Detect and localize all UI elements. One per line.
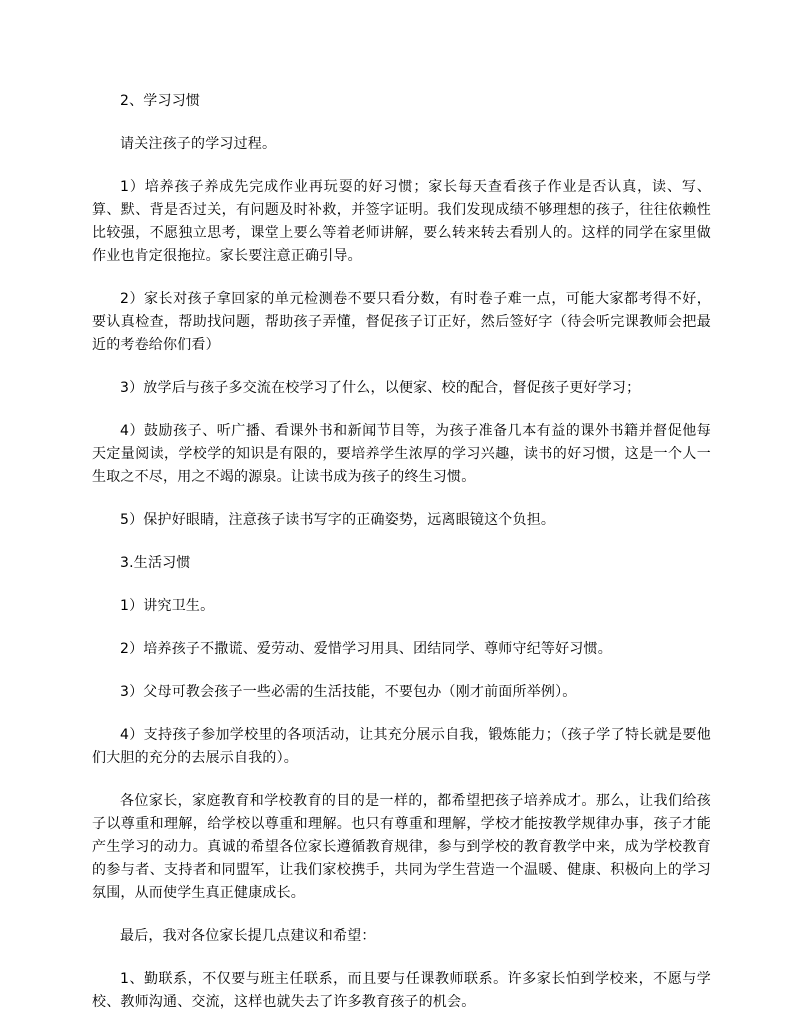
paragraph-summary: 各位家长，家庭教育和学校教育的目的是一样的，都希望把孩子培养成才。那么，让我们给孩子以尊重和理解，给学校以尊重和理解。也只有尊重和理解，学校才能按教学规律办事，孩子才能产生学习的动力。真诚的希望各位家长遵循教育规律，参与到学校的教育教学中来，成为学校教育的参与者、支持者和同盟军，让我们家校携手，共同为学生营造一个温暖、健康、积极向上的学习氛围，从而使学生真正健康成长。 xyxy=(92,793,711,901)
paragraph-intro: 请关注孩子的学习过程。 xyxy=(120,136,277,152)
paragraph-life-item-3: 3）父母可教会孩子一些必需的生活技能，不要包办（刚才前面所举例）。 xyxy=(120,684,577,700)
paragraph-item-5: 5）保护好眼睛，注意孩子读书写字的正确姿势，远离眼镜这个负担。 xyxy=(120,512,556,528)
paragraph-item-2: 2）家长对孩子拿回家的单元检测卷不要只看分数，有时卷子难一点，可能大家都考得不好，要认真检查，帮助找问题，帮助孩子弄懂，督促孩子订正好，然后签好字（待会听完课教师会把最近的考卷给你们看） xyxy=(92,291,711,353)
paragraph-life-item-4: 4）支持孩子参加学校里的各项活动，让其充分展示自我，锻炼能力；（孩子学了特长就是要他们大胆的充分的去展示自我的）。 xyxy=(92,727,711,766)
paragraph-item-4: 4）鼓励孩子、听广播、看课外书和新闻节目等，为孩子准备几本有益的课外书籍并督促他每天定量阅读，学校学的知识是有限的，要培养学生浓厚的学习兴趣，读书的好习惯，这是一个人一生取之不尽，用之不竭的源泉。让读书成为孩子的终生习惯。 xyxy=(92,423,711,485)
paragraph-item-1: 1）培养孩子养成先完成作业再玩耍的好习惯；家长每天查看孩子作业是否认真，读、写、算、默、背是否过关，有问题及时补救，并签字证明。我们发现成绩不够理想的孩子，往往依赖性比较强，不愿独立思考，课堂上要么等着老师讲解，要么转来转去看别人的。这样的同学在家里做作业也肯定很拖拉。家长要注意正确引导。 xyxy=(92,179,711,264)
paragraph-suggestions-intro: 最后，我对各位家长提几点建议和希望： xyxy=(120,928,376,944)
paragraph-suggestion-1: 1、勤联系，不仅要与班主任联系，而且要与任课教师联系。许多家长怕到学校来，不愿与学校、教师沟通、交流，这样也就失去了许多教育孩子的机会。 xyxy=(92,971,711,1010)
paragraph-life-item-1: 1）讲究卫生。 xyxy=(120,598,215,614)
section-heading-life-habits: 3.生活习惯 xyxy=(120,555,191,571)
paragraph-life-item-2: 2）培养孩子不撒谎、爱劳动、爱惜学习用具、团结同学、尊师守纪等好习惯。 xyxy=(120,641,612,657)
section-heading-study-habits: 2、学习习惯 xyxy=(120,93,201,109)
paragraph-item-3: 3）放学后与孩子多交流在校学习了什么，以便家、校的配合，督促孩子更好学习； xyxy=(120,380,641,396)
